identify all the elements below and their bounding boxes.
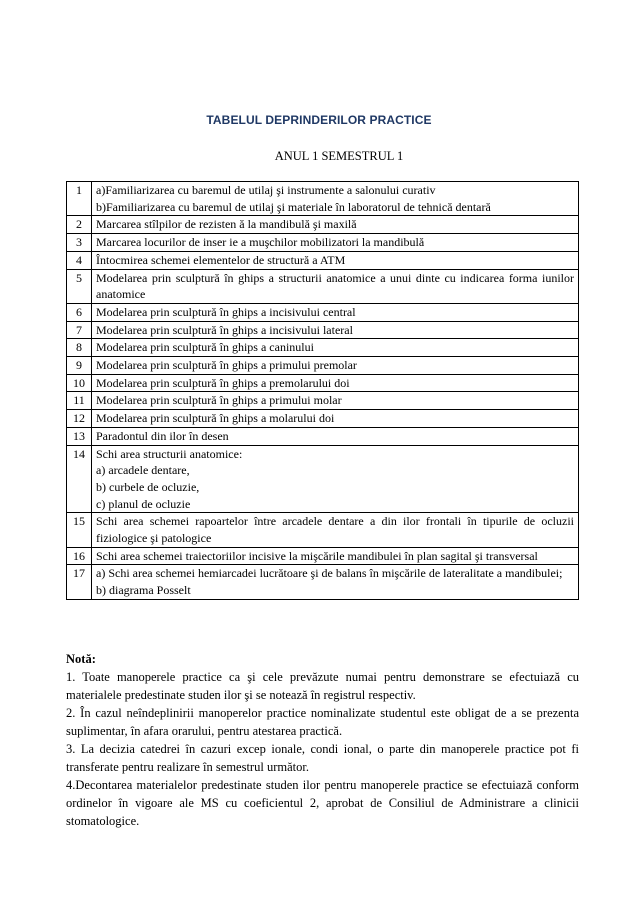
- row-number: 13: [67, 427, 92, 445]
- row-number: 14: [67, 445, 92, 513]
- table-row: [67, 392, 579, 410]
- description-line: Schi area structurii anatomice:: [96, 446, 243, 461]
- description-line: Modelarea prin sculptură în ghips a premolarului doi: [96, 375, 350, 390]
- description-line: Marcarea locurilor de inser ie a muşchilor mobilizatori la mandibulă: [96, 235, 425, 250]
- note-item: 3. La decizia catedrei în cazuri excep ionale, condi ional, o parte din manoperele practice pot fi transferate pentru realizare în semestrul următor.: [66, 742, 579, 774]
- row-description: [92, 216, 579, 234]
- practical-skills-table: [66, 181, 579, 600]
- notes-section: [66, 650, 579, 830]
- row-number: 2: [67, 216, 92, 234]
- description-line: Modelarea prin sculptură în ghips a molarului doi: [96, 411, 335, 426]
- row-description: [92, 182, 579, 216]
- description-line: Schi area schemei traiectoriilor incisive la mişcările mandibulei în plan sagital şi transversal: [96, 548, 538, 563]
- table-row: [67, 303, 579, 321]
- description-line: Modelarea prin sculptură în ghips a incisivului central: [96, 304, 356, 319]
- row-description: [92, 513, 579, 547]
- row-description: [92, 374, 579, 392]
- description-line: b) curbele de ocluzie,: [96, 479, 200, 494]
- row-number: 1: [67, 182, 92, 216]
- description-line: Întocmirea schemei elementelor de structură a ATM: [96, 252, 346, 267]
- row-description: [92, 251, 579, 269]
- row-number: 17: [67, 565, 92, 599]
- row-number: 15: [67, 513, 92, 547]
- table-row: [67, 339, 579, 357]
- table-row: [67, 410, 579, 428]
- description-line: b)Familiarizarea cu baremul de utilaj şi materiale în laboratorul de tehnică dentară: [96, 199, 491, 214]
- table-row: [67, 216, 579, 234]
- notes-heading: Notă:: [66, 652, 96, 666]
- row-description: [92, 234, 579, 252]
- row-description: [92, 410, 579, 428]
- row-description: [92, 339, 579, 357]
- row-description: [92, 547, 579, 565]
- row-number: 7: [67, 321, 92, 339]
- table-row: [67, 182, 579, 216]
- table-row: [67, 251, 579, 269]
- table-body: [67, 182, 579, 600]
- table-row: [67, 513, 579, 547]
- row-number: 3: [67, 234, 92, 252]
- note-item: 1. Toate manoperele practice ca şi cele prevăzute numai pentru demonstrare se efectuiază cu materialele predestinate studen ilor şi se notează în registrul respectiv.: [66, 670, 579, 702]
- document-subtitle: ANUL 1 SEMESTRUL 1: [274, 149, 404, 163]
- description-line: Modelarea prin sculptură în ghips a incisivului lateral: [96, 322, 353, 337]
- description-line: b) diagrama Posselt: [96, 583, 191, 598]
- description-line: c) planul de ocluzie: [96, 496, 191, 511]
- row-description: [92, 321, 579, 339]
- row-description: [92, 392, 579, 410]
- table-row: [67, 321, 579, 339]
- row-number: 8: [67, 339, 92, 357]
- description-line: Modelarea prin sculptură în ghips a primului molar: [96, 393, 342, 408]
- table-row: [67, 565, 579, 599]
- table-row: [67, 445, 579, 513]
- document-title: TABELUL DEPRINDERILOR PRACTICE: [206, 113, 432, 127]
- row-description: [92, 269, 579, 303]
- notes-list: [66, 668, 579, 830]
- table-row: [67, 374, 579, 392]
- note-item: 2. În cazul neîndeplinirii manoperelor practice nominalizate studentul este obligat de a se prezenta suplimentar, în afara orarului, pentru atestarea practică.: [66, 706, 579, 738]
- row-number: 12: [67, 410, 92, 428]
- row-number: 9: [67, 357, 92, 375]
- row-description: [92, 357, 579, 375]
- description-line: Marcarea stîlpilor de rezisten ă la mandibulă şi maxilă: [96, 217, 357, 232]
- row-number: 4: [67, 251, 92, 269]
- row-number: 5: [67, 269, 92, 303]
- row-number: 11: [67, 392, 92, 410]
- row-description: [92, 445, 579, 513]
- table-row: [67, 269, 579, 303]
- row-description: [92, 565, 579, 599]
- description-line: Paradontul din ilor în desen: [96, 428, 229, 443]
- description-line: Schi area schemei rapoartelor între arcadele dentare a din ilor frontali în tipurile de ocluzii fiziologice şi patologice: [96, 514, 574, 546]
- table-row: [67, 234, 579, 252]
- table-row: [67, 357, 579, 375]
- description-line: a) Schi area schemei hemiarcadei lucrătoare şi de balans în mişcările de lateralitate a mandibulei;: [96, 566, 563, 581]
- row-description: [92, 303, 579, 321]
- table-row: [67, 427, 579, 445]
- row-number: 10: [67, 374, 92, 392]
- description-line: a) arcadele dentare,: [96, 463, 190, 478]
- row-number: 6: [67, 303, 92, 321]
- description-line: a)Familiarizarea cu baremul de utilaj şi instrumente a salonului curativ: [96, 183, 436, 197]
- description-line: Modelarea prin sculptură în ghips a structurii anatomice a unui dinte cu indicarea forma iunilor anatomice: [96, 270, 574, 302]
- row-description: [92, 427, 579, 445]
- description-line: Modelarea prin sculptură în ghips a primului premolar: [96, 358, 357, 373]
- note-item: 4.Decontarea materialelor predestinate studen ilor pentru manoperele practice se efectuiază conform ordinelor în vigoare ale MS cu coeficientul 2, aprobat de Consiliul de Administrare a clinicii stomatologice.: [66, 778, 579, 828]
- description-line: Modelarea prin sculptură în ghips a caninului: [96, 340, 314, 355]
- table-row: [67, 547, 579, 565]
- row-number: 16: [67, 547, 92, 565]
